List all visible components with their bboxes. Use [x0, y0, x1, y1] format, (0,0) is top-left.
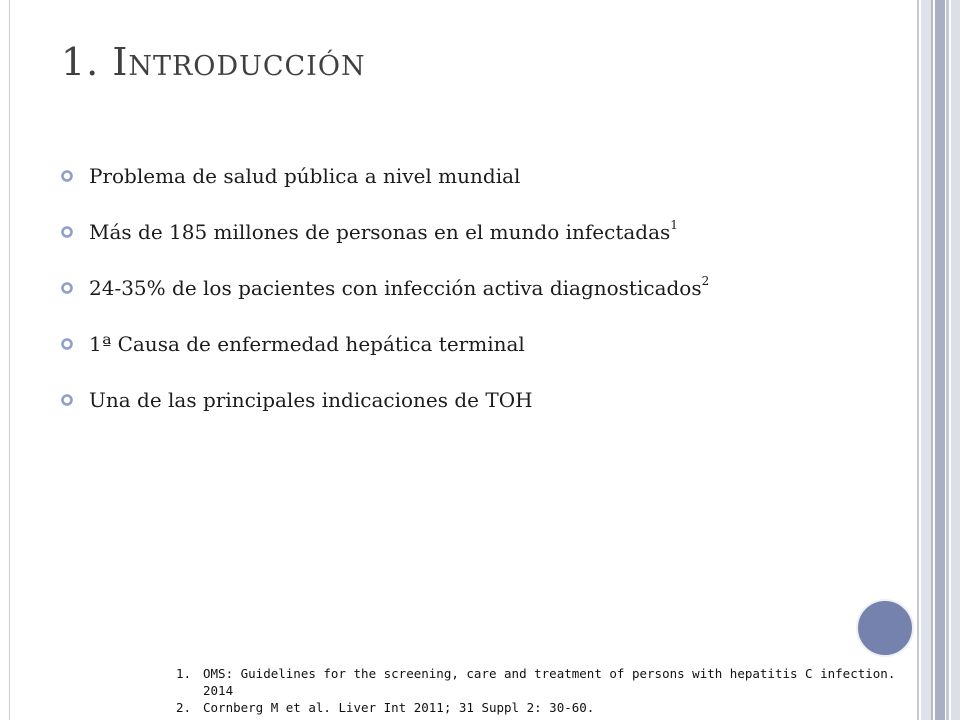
bullet-text	[89, 164, 520, 188]
bullet-item	[60, 148, 709, 204]
bullet-ring-icon	[60, 393, 74, 407]
bullet-text-main: Una de las principales indicaciones de TOH	[89, 388, 533, 412]
bullet-item	[60, 260, 709, 316]
bullet-ring-icon	[60, 337, 74, 351]
reference-item	[176, 665, 895, 699]
reference-line: OMS: Guidelines for the screening, care and treatment of persons with hepatitis C infection.	[203, 666, 896, 681]
bullet-item	[60, 204, 709, 260]
reference-superscript: 1	[670, 218, 678, 233]
bullet-ring-icon	[60, 169, 74, 183]
bullet-item	[60, 316, 709, 372]
reference-line: Cornberg M et al. Liver Int 2011; 31 Suppl 2: 30-60.	[203, 700, 595, 715]
bullet-text	[89, 388, 533, 412]
reference-item	[176, 699, 895, 716]
reference-superscript: 2	[701, 274, 710, 289]
slide-title: 1. Introducción	[61, 40, 366, 84]
references-list	[176, 665, 895, 716]
decorative-stripe	[946, 0, 949, 720]
decorative-stripe	[921, 0, 931, 720]
decorative-stripe	[935, 0, 945, 720]
bullet-list	[60, 148, 709, 428]
slide-frame-line	[9, 0, 10, 720]
bullet-ring-icon	[60, 225, 74, 239]
bullet-text-main: Problema de salud pública a nivel mundial	[89, 164, 521, 188]
reference-line: 2014	[203, 683, 234, 698]
bullet-text-main: 24-35% de los pacientes con infección activa diagnosticados	[89, 276, 702, 300]
decorative-circle	[856, 599, 914, 657]
bullet-item	[60, 372, 709, 428]
bullet-text-main: 1ª Causa de enfermedad hepática terminal	[89, 332, 525, 356]
reference-body	[203, 699, 594, 716]
reference-body	[203, 665, 895, 699]
decorative-stripe	[931, 0, 933, 720]
decorative-stripe	[951, 0, 960, 720]
bullet-ring-icon	[60, 281, 74, 295]
bullet-text	[89, 220, 678, 244]
bullet-text-main: Más de 185 millones de personas en el mundo infectadas	[89, 220, 671, 244]
decorative-stripe	[917, 0, 919, 720]
bullet-text	[89, 332, 525, 356]
reference-number: 2.	[176, 700, 192, 715]
reference-number: 1.	[176, 666, 192, 681]
bullet-text	[89, 276, 709, 300]
